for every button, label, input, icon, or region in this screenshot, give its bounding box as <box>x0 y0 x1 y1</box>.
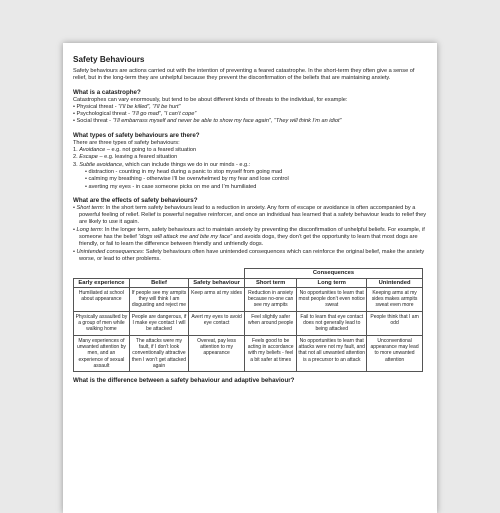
type-item-avoidance: 1. Avoidance – e.g. not going to a feared situation <box>73 147 197 154</box>
table-cell: Overeat, pay less attention to my appearance <box>189 335 245 371</box>
table-cell: No opportunities to learn that most people don’t even notice sweat <box>297 287 367 311</box>
col-header-short-term: Short term <box>244 278 296 287</box>
final-heading: What is the difference between a safety behaviour and adaptive behaviour? <box>73 377 295 385</box>
table-cell: Feel slightly safer when around people <box>244 311 296 335</box>
table-cell: Humiliated at school about appearance <box>74 287 130 311</box>
page-title: Safety Behaviours <box>73 55 145 64</box>
types-text: There are three types of safety behaviours: <box>73 139 180 146</box>
table-row <box>74 311 423 335</box>
threat-item-social: • Social threat - “I’ll embarrass myself and never be able to show my face again”, “They will think I’m an idiot” <box>73 118 342 125</box>
effect-unintended: • Unintended consequences: Safety behaviours often have unintended consequences which can reinforce the original belief, make the anxiety worse, or lead to other problems. <box>73 248 425 262</box>
effect-long-term: • Long term: In the longer term, safety behaviours act to maintain anxiety by preventing the disconfirmation of unhelpful beliefs. For example, if someone has the belief “dogs will attack me and bite my face” and avoids dogs, they don’t get the opportunity to learn that most dogs are friendly, or fail to learn the difference between friendly and unfriendly dogs. <box>73 226 425 248</box>
intro-paragraph: Safety behaviours are actions carried out with the intention of preventing a feared catastrophe. In the short-term they often give a sense of relief, but in the long-term they are unhelpful because they prevent the disconfirmation of the beliefs that are maintaining anxiety. <box>73 68 415 82</box>
worksheet-content <box>73 55 429 385</box>
table-cell: Many experiences of unwanted attention by men, and an experience of sexual assault <box>74 335 130 371</box>
consequences-header: Consequences <box>244 269 422 278</box>
table-cell: Reduction in anxiety because no-one can see my armpits <box>244 287 296 311</box>
effect-short-term: • Short term: In the short term safety behaviours lead to a reduction in anxiety. Any form of escape or avoidance is often accompanied by a powerful feeling of relief. Relief is powerful negative reinforcer, and once an individual has learned that a safety behaviour leads to relief they are likely to use it again. <box>73 204 427 226</box>
table-row <box>74 287 423 311</box>
catastrophe-text: Catastrophes can vary enormously, but tend to be about different kinds of threats to the individual, for example: <box>73 96 348 103</box>
threat-list <box>73 104 429 126</box>
table-cell: People are dangerous, if I make eye contact I will be attacked <box>129 311 188 335</box>
types-list <box>73 147 429 191</box>
worksheet-page <box>63 43 437 513</box>
subtle-example-distraction: • distraction - counting in my head during a panic to stop myself from going mad <box>85 168 283 175</box>
table-group-header-row <box>74 269 423 278</box>
catastrophe-heading: What is a catastrophe? <box>73 88 141 96</box>
table-cell: Avert my eyes to avoid eye contact <box>189 311 245 335</box>
subtle-example-breathing: • calming my breathing - otherwise I’ll be overwhelmed by my fear and lose control <box>85 176 289 183</box>
threat-item-psychological: • Psychological threat - “I’ll go mad”, “I can’t cope” <box>73 111 197 118</box>
col-header-belief: Belief <box>129 278 188 287</box>
table-cell: Keep arms at my sides <box>189 287 245 311</box>
table-cell: Unconventional appearance may lead to more unwanted attention <box>367 335 423 371</box>
types-heading: What types of safety behaviours are there? <box>73 131 200 139</box>
effects-list <box>73 205 429 263</box>
table-cell: People think that I am odd <box>367 311 423 335</box>
table-cell: Physically assaulted by a group of men while walking home <box>74 311 130 335</box>
subtle-example-eyes: • averting my eyes - in case someone picks on me and I’m humiliated <box>85 183 257 190</box>
threat-item-physical: • Physical threat - “I’ll be killed”, “I’ll be hurt” <box>73 103 181 110</box>
type-item-escape: 2. Escape – e.g. leaving a feared situation <box>73 154 178 161</box>
table-row <box>74 335 423 371</box>
type-item-subtle-avoidance: 3. Subtle avoidance, which can include things we do in our minds - e.g.: <box>73 161 251 168</box>
table-cell: The attacks were my fault, if I don’t look conventionally attractive then I won’t get attacked again <box>129 335 188 371</box>
col-header-safety-behaviour: Safety behaviour <box>189 278 245 287</box>
table-cell: If people see my armpits they will think I am disgusting and reject me <box>129 287 188 311</box>
col-header-unintended: Unintended <box>367 278 423 287</box>
table-cell: Keeping arms at my sides makes armpits sweat even more <box>367 287 423 311</box>
col-header-early-experience: Early experience <box>74 278 130 287</box>
col-header-long-term: Long term <box>297 278 367 287</box>
effects-heading: What are the effects of safety behaviours? <box>73 196 198 204</box>
examples-table <box>73 268 423 372</box>
table-cell: No opportunities to learn that attacks were not my fault, and that not all unwanted attention is a precursor to an attack <box>297 335 367 371</box>
table-cell: Fail to learn that eye contact does not generally lead to being attacked <box>297 311 367 335</box>
table-header-row <box>74 278 423 287</box>
table-cell: Feels good to be acting in accordance with my beliefs - feel a bit safer at times <box>244 335 296 371</box>
